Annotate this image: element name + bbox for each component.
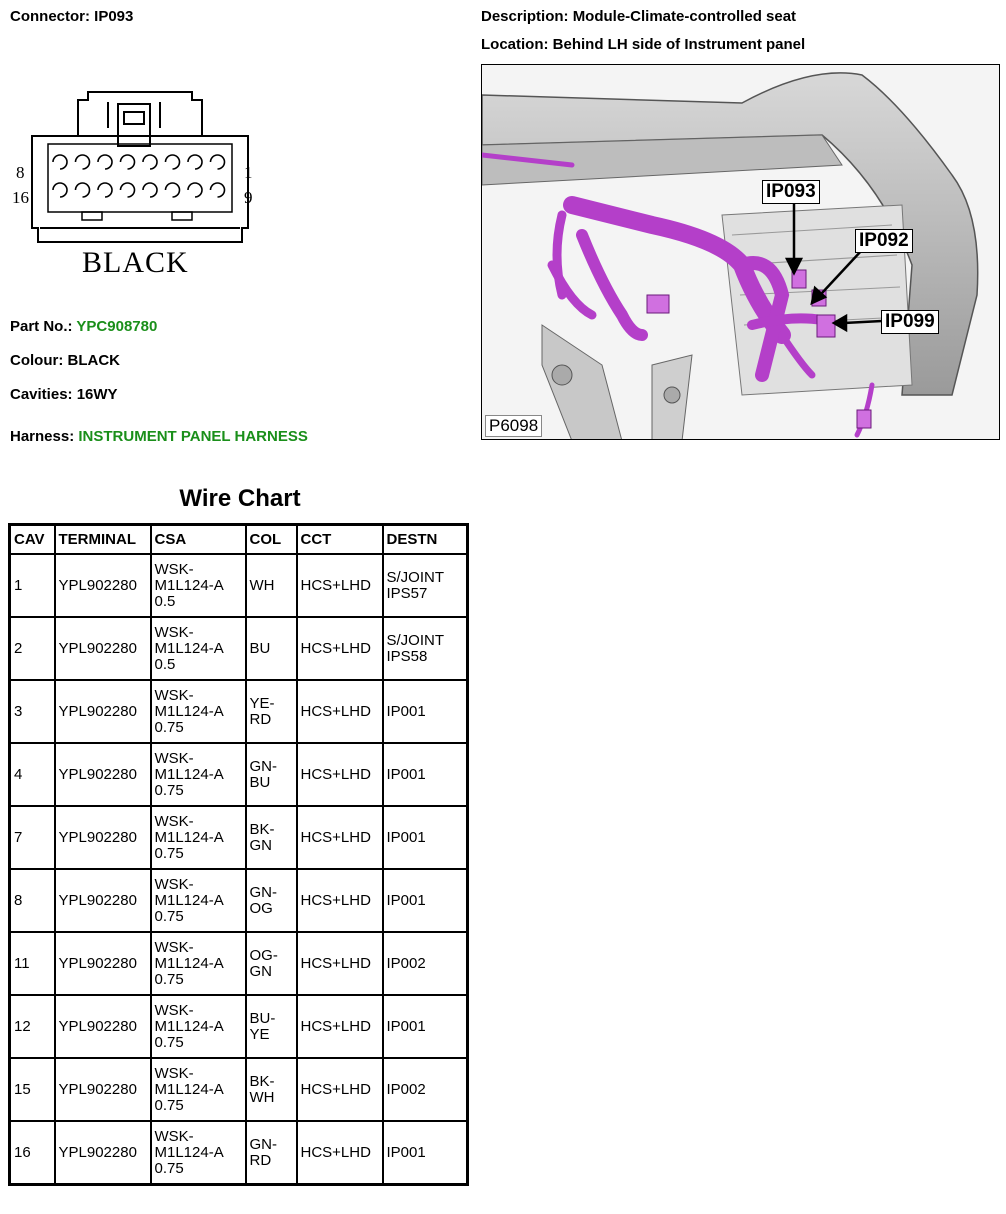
col-header-csa: CSA <box>151 525 246 555</box>
table-row <box>10 995 468 1058</box>
table-row <box>10 743 468 806</box>
cell-col <box>246 743 297 806</box>
cell-col-line: BK- <box>249 820 275 838</box>
cell-destn-line: IP001 <box>386 1143 426 1161</box>
cell-destn-line: IP002 <box>386 954 426 972</box>
cell-destn <box>383 554 468 617</box>
cell-cct: HCS+LHD <box>297 554 383 617</box>
cell-destn <box>383 743 468 806</box>
cell-csa-line: 0.75 <box>154 907 184 925</box>
cell-csa-line: M1L124-A <box>154 1080 224 1098</box>
cell-col-line: WH <box>249 576 275 594</box>
cavities-value: 16WY <box>76 386 118 403</box>
cell-csa <box>151 743 246 806</box>
harness-value: INSTRUMENT PANEL HARNESS <box>78 428 308 445</box>
cell-col <box>246 869 297 932</box>
cell-col-line: GN- <box>249 883 277 901</box>
table-row <box>10 806 468 869</box>
cell-terminal: YPL902280 <box>55 1121 151 1185</box>
cell-col-line: RD <box>249 1151 272 1169</box>
table-header-row <box>10 525 468 555</box>
pin-label-bottom-left: 16 <box>12 188 29 207</box>
cell-col-line: BK- <box>249 1072 275 1090</box>
connector-pin <box>53 183 67 197</box>
cell-destn <box>383 995 468 1058</box>
cell-csa-line: 0.5 <box>154 592 176 610</box>
cell-cav: 7 <box>10 806 55 869</box>
cell-cct: HCS+LHD <box>297 995 383 1058</box>
cell-cav: 3 <box>10 680 55 743</box>
cell-col-line: BU- <box>249 1009 276 1027</box>
cavities-label: Cavities: <box>10 386 73 403</box>
cell-cct: HCS+LHD <box>297 869 383 932</box>
description-value: Module-Climate-controlled seat <box>572 8 797 25</box>
location-value: Behind LH side of Instrument panel <box>552 36 806 53</box>
cell-csa-line: 0.75 <box>154 781 184 799</box>
connector-pin <box>98 183 112 197</box>
cell-col-line: RD <box>249 710 272 728</box>
cell-destn-line: IP002 <box>386 1080 426 1098</box>
table-row <box>10 1058 468 1121</box>
col-header-destn: DESTN <box>383 525 468 555</box>
cell-csa-line: WSK- <box>154 1001 194 1019</box>
col-header-cav: CAV <box>10 525 55 555</box>
cell-csa-line: WSK- <box>154 560 194 578</box>
connector-pin <box>143 155 157 169</box>
cell-terminal: YPL902280 <box>55 680 151 743</box>
cell-terminal: YPL902280 <box>55 1058 151 1121</box>
cell-terminal: YPL902280 <box>55 806 151 869</box>
cavities-line <box>10 386 118 403</box>
connector-colour-label: BLACK <box>82 246 189 279</box>
cell-col <box>246 617 297 680</box>
cell-csa-line: WSK- <box>154 938 194 956</box>
cell-col-line: WH <box>249 1088 275 1106</box>
cell-cav: 16 <box>10 1121 55 1185</box>
part-no-line <box>10 318 157 335</box>
cell-col-line: BU <box>249 639 271 657</box>
cell-cct: HCS+LHD <box>297 932 383 995</box>
cell-cct: HCS+LHD <box>297 1121 383 1185</box>
cell-destn-line: IP001 <box>386 1017 426 1035</box>
cell-csa <box>151 680 246 743</box>
connector-pin <box>143 183 157 197</box>
cell-col <box>246 995 297 1058</box>
cell-csa-line: M1L124-A <box>154 765 224 783</box>
cell-csa-line: WSK- <box>154 1127 194 1145</box>
cell-terminal: YPL902280 <box>55 869 151 932</box>
cell-csa-line: M1L124-A <box>154 828 224 846</box>
col-header-cct: CCT <box>297 525 383 555</box>
cell-csa <box>151 1121 246 1185</box>
cell-csa-line: WSK- <box>154 875 194 893</box>
cell-destn <box>383 932 468 995</box>
colour-line <box>10 352 120 369</box>
cell-col <box>246 932 297 995</box>
cell-col <box>246 554 297 617</box>
cell-csa-line: M1L124-A <box>154 702 224 720</box>
connector-pin <box>76 155 90 169</box>
connector-pin <box>211 155 225 169</box>
cell-cct: HCS+LHD <box>297 617 383 680</box>
cell-col-line: OG- <box>249 946 278 964</box>
cell-destn-line: S/JOINT <box>386 568 445 586</box>
photo-reference: P6098 <box>485 415 542 437</box>
cell-destn <box>383 617 468 680</box>
col-header-col: COL <box>246 525 297 555</box>
location-line <box>481 36 805 53</box>
table-row <box>10 1121 468 1185</box>
pin-label-top-right: 1 <box>244 163 253 182</box>
callout-ip093: IP093 <box>762 180 820 204</box>
cell-destn-line: IP001 <box>386 765 426 783</box>
cell-csa-line: WSK- <box>154 686 194 704</box>
cell-csa-line: 0.75 <box>154 1096 184 1114</box>
part-no-value: YPC908780 <box>76 318 158 335</box>
cell-col-line: YE <box>249 1025 270 1043</box>
cell-col-line: GN <box>249 836 272 854</box>
pin-label-bottom-right: 9 <box>244 188 253 207</box>
cell-cav: 11 <box>10 932 55 995</box>
cell-csa-line: M1L124-A <box>154 576 224 594</box>
cell-csa <box>151 806 246 869</box>
cell-csa <box>151 869 246 932</box>
connector-pin <box>76 183 90 197</box>
callout-ip099: IP099 <box>881 310 939 334</box>
connector-label: Connector: <box>10 8 90 25</box>
cell-terminal: YPL902280 <box>55 554 151 617</box>
cell-destn-line: IPS58 <box>386 647 428 665</box>
cell-csa <box>151 1058 246 1121</box>
cell-col-line: BU <box>249 773 271 791</box>
connector-face-diagram <box>10 88 270 288</box>
cell-col-line: OG <box>249 899 273 917</box>
cell-cav: 4 <box>10 743 55 806</box>
cell-terminal: YPL902280 <box>55 932 151 995</box>
connector-pin <box>166 155 180 169</box>
cell-csa-line: 0.75 <box>154 1159 184 1177</box>
cell-cav: 12 <box>10 995 55 1058</box>
connector-pin <box>166 183 180 197</box>
cell-cct: HCS+LHD <box>297 680 383 743</box>
cell-col <box>246 680 297 743</box>
cell-destn <box>383 1121 468 1185</box>
harness-label: Harness: <box>10 428 75 445</box>
colour-value: BLACK <box>67 352 120 369</box>
connector-pin <box>121 155 135 169</box>
connector-pin <box>188 155 202 169</box>
cell-csa-line: M1L124-A <box>154 1143 224 1161</box>
table-row <box>10 554 468 617</box>
cell-cct: HCS+LHD <box>297 1058 383 1121</box>
table-row <box>10 932 468 995</box>
connector-pin <box>98 155 112 169</box>
cell-csa-line: M1L124-A <box>154 954 224 972</box>
cell-terminal: YPL902280 <box>55 995 151 1058</box>
connector-pin <box>211 183 225 197</box>
cell-csa <box>151 554 246 617</box>
cell-destn-line: IP001 <box>386 891 426 909</box>
instrument-panel-drawing <box>482 65 1000 440</box>
cell-csa-line: 0.75 <box>154 718 184 736</box>
cell-csa <box>151 995 246 1058</box>
connector-pin <box>53 155 67 169</box>
colour-label: Colour: <box>10 352 64 369</box>
cell-cct: HCS+LHD <box>297 806 383 869</box>
cell-csa-line: WSK- <box>154 623 194 641</box>
cell-destn <box>383 806 468 869</box>
connector-line <box>10 8 133 25</box>
wire-chart-title: Wire Chart <box>179 485 301 512</box>
cell-csa-line: 0.75 <box>154 970 184 988</box>
callout-ip092: IP092 <box>855 229 913 253</box>
cell-col <box>246 806 297 869</box>
cell-col-line: GN- <box>249 757 277 775</box>
description-line <box>481 8 796 25</box>
wire-chart-table <box>8 523 469 1186</box>
cell-csa-line: WSK- <box>154 1064 194 1082</box>
cell-csa-line: 0.75 <box>154 1033 184 1051</box>
col-header-terminal: TERMINAL <box>55 525 151 555</box>
connector-pin <box>121 183 135 197</box>
table-row <box>10 869 468 932</box>
cell-col <box>246 1058 297 1121</box>
cell-destn-line: IP001 <box>386 828 426 846</box>
cell-col <box>246 1121 297 1185</box>
pin-label-top-left: 8 <box>16 163 25 182</box>
table-row <box>10 617 468 680</box>
cell-csa-line: 0.5 <box>154 655 176 673</box>
cell-col-line: GN- <box>249 1135 277 1153</box>
cell-csa-line: WSK- <box>154 749 194 767</box>
description-label: Description: <box>481 8 569 25</box>
cell-destn-line: IPS57 <box>386 584 428 602</box>
cell-cav: 15 <box>10 1058 55 1121</box>
cell-col-line: YE- <box>249 694 275 712</box>
cell-destn <box>383 1058 468 1121</box>
cell-csa-line: WSK- <box>154 812 194 830</box>
location-label: Location: <box>481 36 549 53</box>
cell-csa-line: 0.75 <box>154 844 184 862</box>
connector-pin <box>188 183 202 197</box>
cell-col-line: GN <box>249 962 272 980</box>
cell-terminal: YPL902280 <box>55 743 151 806</box>
connector-value: IP093 <box>94 8 134 25</box>
cell-destn-line: S/JOINT <box>386 631 445 649</box>
cell-destn <box>383 680 468 743</box>
location-illustration <box>481 64 1000 440</box>
cell-cav: 8 <box>10 869 55 932</box>
cell-cav: 1 <box>10 554 55 617</box>
cell-terminal: YPL902280 <box>55 617 151 680</box>
cell-csa-line: M1L124-A <box>154 639 224 657</box>
cell-csa-line: M1L124-A <box>154 1017 224 1035</box>
harness-line <box>10 428 308 445</box>
cell-csa <box>151 617 246 680</box>
cell-destn-line: IP001 <box>386 702 426 720</box>
cell-csa-line: M1L124-A <box>154 891 224 909</box>
cell-destn <box>383 869 468 932</box>
cell-cct: HCS+LHD <box>297 743 383 806</box>
cell-csa <box>151 932 246 995</box>
table-row <box>10 680 468 743</box>
cell-cav: 2 <box>10 617 55 680</box>
part-no-label: Part No.: <box>10 318 73 335</box>
